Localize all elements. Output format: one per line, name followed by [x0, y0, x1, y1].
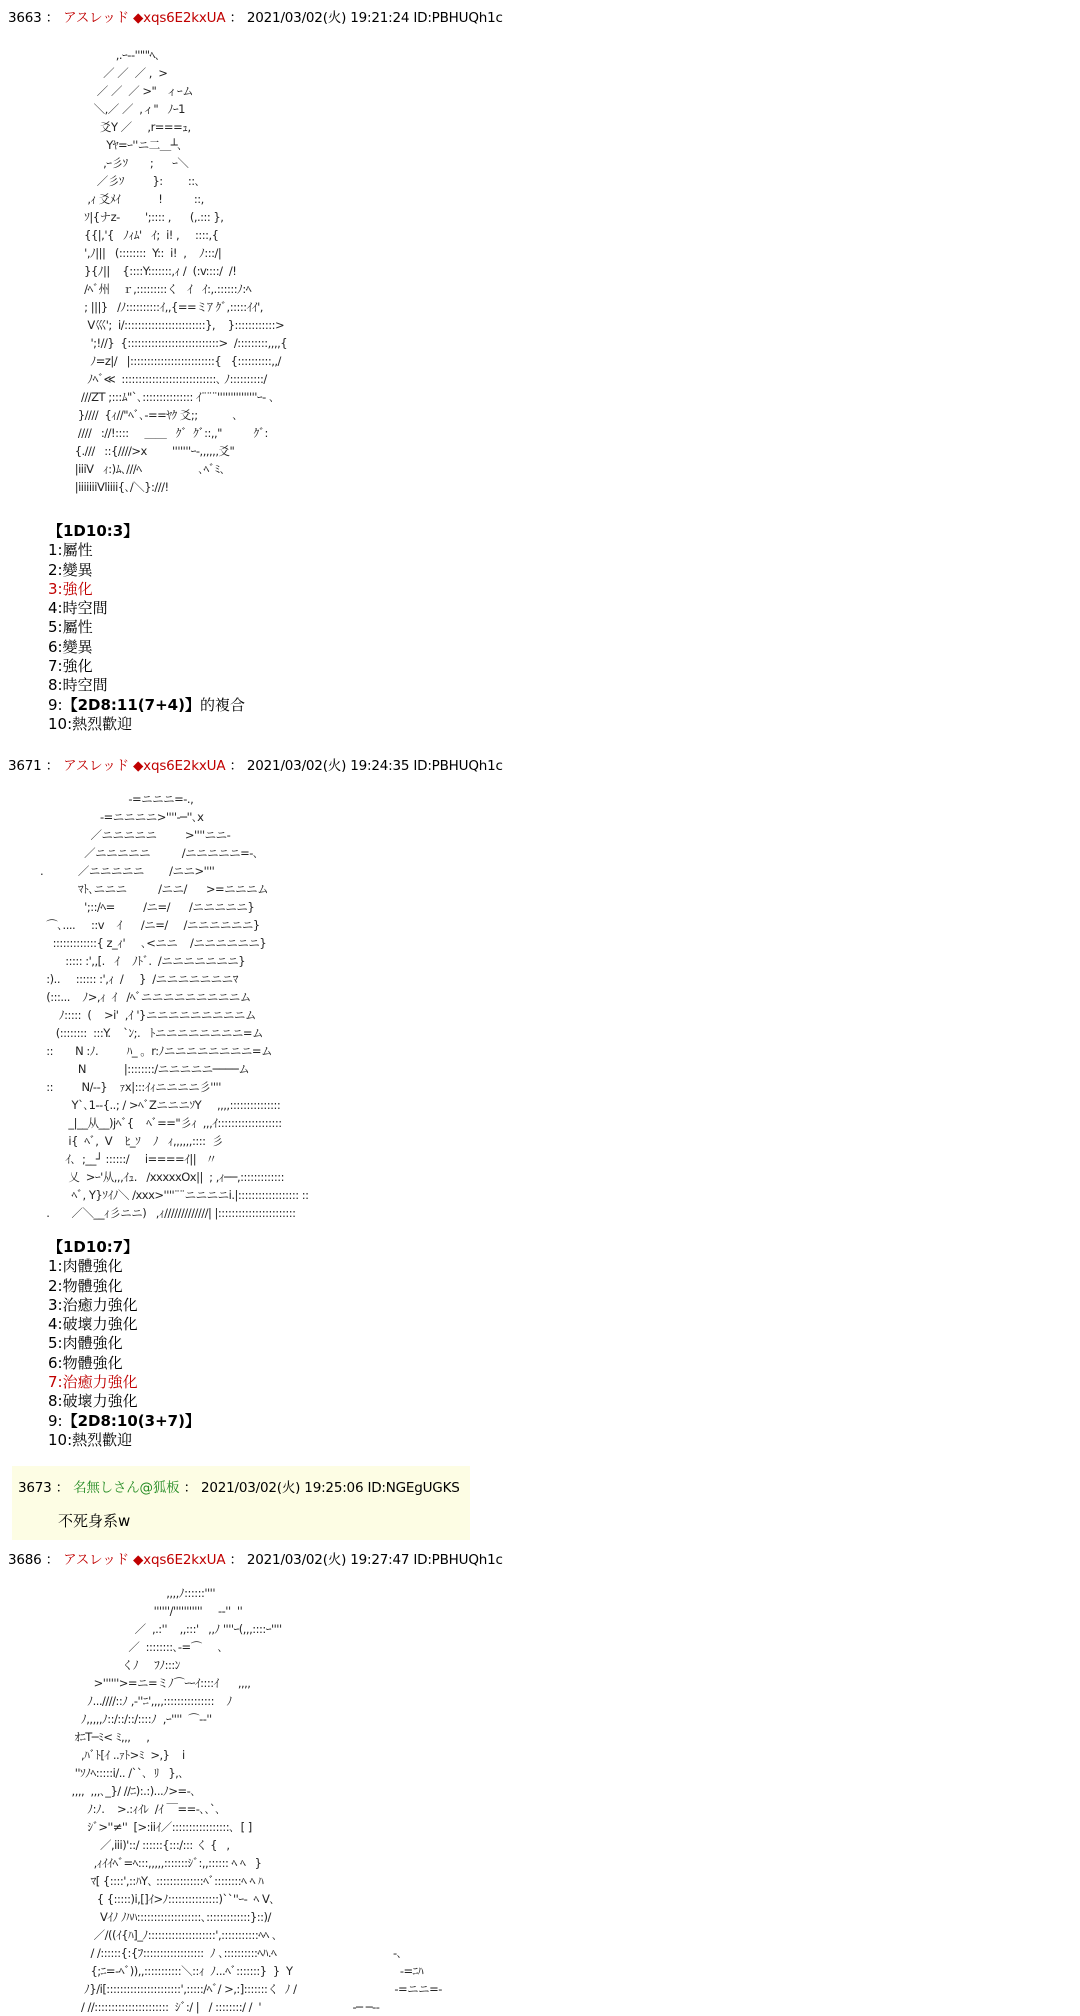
- post-date: 2021/03/02(火) 19:24:35: [246, 758, 410, 774]
- poster-id[interactable]: ID:PBHUQh1c: [413, 10, 503, 26]
- reply-body: 不死身系w: [58, 1512, 131, 1530]
- poster-id[interactable]: ID:NGEgUGKS: [367, 1480, 460, 1496]
- option-item: 8:破壞力強化: [48, 1392, 138, 1411]
- post-header: [18, 1476, 460, 1496]
- option-item: 3:治癒力強化: [48, 1295, 138, 1314]
- post-date: 2021/03/02(火) 19:21:24: [246, 10, 410, 26]
- poster-id[interactable]: ID:PBHUQh1c: [413, 1552, 503, 1568]
- post-date: 2021/03/02(火) 19:25:06: [200, 1480, 364, 1496]
- option-item: 9:【2D8:10(3+7)】: [48, 1411, 200, 1430]
- poster-name: アスレッド: [63, 1552, 129, 1568]
- option-item: 8:時空間: [48, 676, 108, 695]
- option-item: 5:肉體強化: [48, 1334, 123, 1353]
- reply-post: [12, 1466, 470, 1540]
- poster-name: アスレッド: [63, 10, 129, 26]
- option-item-selected: 3:強化: [48, 579, 93, 598]
- separator: ：: [45, 758, 59, 774]
- ascii-art: -=ニニニ=-., -=ニニニニ>''''‐─''､x ／ニニニニニ >''''ニニ- ／ニニニニニ /ニニニニニ=-､ . ／ニニニニニ /ニニ>'''' ﾏﾄ､ニニニ /ニニ/ >=ニニニム ';::/ﾍ= /ニ=/ /ニニニニニ} ⌒､.... ::v ｲ /ニ=/ /ニニニニニニ} :::::::::::::{ z_ｨ' ､<ニニ /ニニニニニニ} ::::: :',,[. ｲ ﾉﾄﾞ. /ニニニニニニニ} :).. :::::: :',ｨ / } /ニニニニニニニﾏ (:::... ﾉ>,ｨ ｲ /ﾍﾞニニニニニニニニニム ﾉ::::: ( >i' ,ｲ '}ニニニニニニニニニム (:::::::: :::Y. `ﾝ;. ﾄニニニニニニニニ=ム :: N :ﾉ. ﾊ_ 。r:ﾉニニニニニニニニ=ム N |::::::::/ニニニニニ────ム :: N/--} ｧx|:::ｲｨニニニニ彡'''' Y`､1--{..; / >ﾍﾞZニニニｿY ,,,,::::::::::::::: _|__从__)jﾍﾞ{ ﾍﾞ=="彡ｨ ,,,ｲ::::::::::::::::::: i{ ﾍﾞ, V ﾋ_ｿ ﾉ ｨ,,,,,,:::: 彡 ｲ､ ;__┘ ::::::/ i====ｲ|| 〃 乂 >ｰ'从,,,ｲｭ. /xxxxxOx|| ; ,ｨ──,::::::::::::: ﾍﾞ, Y}ｿｲﾉ＼ /xxx>''''¨¨ニニニニi.|:::::::::::::::::: :: . ／＼__ｨ彡ニニ) ,ｨ/////////////| |:::::::::::::::::::::::: [40, 792, 309, 1220]
- option-item: 4:破壞力強化: [48, 1315, 138, 1334]
- option-item: 2:物體強化: [48, 1276, 123, 1295]
- dice-roll: 【1D10:7】: [48, 1238, 139, 1256]
- option-item: 9:【2D8:11(7+4)】的複合: [48, 695, 245, 714]
- separator: ：: [229, 10, 243, 26]
- separator: ：: [229, 1552, 243, 1568]
- option-item: 2:變異: [48, 560, 93, 579]
- option-item: 1:屬性: [48, 541, 93, 560]
- option-item-selected: 7:治癒力強化: [48, 1373, 138, 1392]
- ascii-art: ,,,,ﾉ::::::'''' ''''''/''''''''''' -‐'' '' ／ ,.:'' ,,:::' ,,ﾉ ''''ｰ(,,,::::ｰ'''' ／ ::::::::､-=⌒ ､ くﾉ ﾌﾉ:::ﾝ >''''''>=ニ=ミﾉ⌒ｰｰｲ::::ｲ ,,,, ﾉ...////::ﾉ ,-''ﾆ',,,,::::::::::::::: ﾉ ﾉ,,,,,ﾉ::/::/::/::::ﾉ ,ｰ'''' ⌒‐‐'' ｵﾆT─ﾐ< ﾐ,,, , ,ﾊﾞﾄ[ｲ ..ｧﾄ>ﾐ >,} i ''ｿﾉﾍ:::::i/.. /``､ ﾘ },､ ,,,, ,,,､_}/ //ﾆ):.:)...ﾉ>=-､ ﾉ:ﾉ. >.:ｨｲﾚ /ｲ ￣==-､､`､ ｼﾞ>''≠'' [>:iiｲ／:::::::::::::::::､ [ ] ／,iii)'::/ ::::::{:::/::: く { , ,ｨｲｲﾍﾞ=ﾍ:::,,,,,:::::::ｼﾞ:,,:::::: ﾍ ﾍ } ﾏ[ {::::',::ﾊY､ ::::::::::::::ﾍﾞ::::::::ﾍ ﾍ ﾊ { {:::::)i,[]ｲ>ﾉ:::::::::::::::)``''ｰ- ﾍ V､ Vｲﾉ ﾉﾊﾊ:::::::::::::::::::､:::::::::::::}::)/ ／/((ｲ{ﾊ]_ﾉ::::::::::::::::::::',:::::::::::ﾍﾍ ､ / /::::::{:{ﾌ:::::::::::::::::: ﾉ ､::::::::::ﾍﾊ.ﾍ -､ {;ﾆ=-ﾍﾞ)),,:::::::::::＼::ｨ ﾉ...ﾍﾞ:::::::} } Y -=ﾆﾊ ﾉ}/i[::::::::::::::::::::::',:::::/ﾍﾞ/ >,:]:::::::く ﾉ / -=ニニ=- / //:::::::::::::::::::::: ｼﾞ:/ | / ::::::::/ / ' -─ ─-‐: [71, 1586, 442, 2014]
- post-header: [8, 6, 503, 26]
- separator: ：: [229, 758, 243, 774]
- poster-id[interactable]: ID:PBHUQh1c: [413, 758, 503, 774]
- separator: ：: [45, 10, 59, 26]
- poster-trip: ◆xqs6E2kxUA: [132, 1552, 226, 1568]
- option-item: 4:時空間: [48, 599, 108, 618]
- sub-dice-roll: 【2D8:11(7+4)】: [62, 695, 200, 714]
- ascii-art: ,.ｰ-‐''""ﾍ､ ／ ／ ／ , > ／ ／ ／ >" ィｰム ＼,／ ／ ,ィ" ﾉｰ1 爻Y ／ ,r===ｭ, Yﾔ=ｰ''ニ二＿┴､ ,ｰ彡ｿ ; ｰ＼ ／彡ｿ }: ::､ ,ｨ 爻ﾒｲ ! ::, ｿ|{ナz- ';:::: , (,.::: }, {{|,'{ ﾉｨﾑ' ｲ; i! , ::::,{ ',ﾉ||| (:::::::: Y:: i! , ﾉ:::/| }{ﾉ|| {::::Y:::::::,ｨ / (:v::::/ /! /ﾍﾞ州 ｒ,:::::::::く ｲ ｲ:,.::::::ﾉ:ﾍ ; |||} /ﾉ::::::::::ｲ,,{==ミｱ ｸﾞ,:::::ｲｲ', V巛'; i/::::::::::::::::::::::::}, }::::::::::::> ';!//} {:::::::::::::::::::::::::::> /:::::::::,,,,{ ﾉ=z|/ |:::::::::::::::::::::::::{ {::::::::::,,/ ﾉﾍﾞ≪ ::::::::::::::::::::::::::::､ ﾉ::::::::::/ ///ZT ;:::ﾑ"`､::::::::::::::: ｲ¨¨¨'''''''''''''''ｰ- ､ }//// {ｨ//"ﾍﾞ､-==ﾔｸ 爻;; ､ //// ://!:::: ＿＿ ｸﾞ ｸﾞ::,," ｸﾞ: {./// ::{////>x '''''''ｰ-,,,,,,爻" |iiiV ｨ:)ﾑ､///ﾍ ､ﾍﾞﾐ､ |iiiiiiiVliiii{､/＼}:///!: [74, 48, 288, 494]
- poster-trip: ◆xqs6E2kxUA: [132, 758, 226, 774]
- option-item: 10:熱烈歡迎: [48, 1430, 133, 1449]
- post-header: [8, 754, 503, 774]
- dice-option-list: [48, 1238, 200, 1450]
- post-header: [8, 1548, 503, 1568]
- poster-name: アスレッド: [63, 758, 129, 774]
- separator: ：: [55, 1480, 69, 1496]
- option-item: 10:熱烈歡迎: [48, 714, 133, 733]
- separator: ：: [45, 1552, 59, 1568]
- option-item: 6:變異: [48, 637, 93, 656]
- sub-dice-roll: 【2D8:10(3+7)】: [62, 1411, 200, 1430]
- option-item: 7:強化: [48, 657, 93, 676]
- option-item: 6:物體強化: [48, 1353, 123, 1372]
- post-number[interactable]: 3673: [18, 1480, 52, 1496]
- dice-option-list: [48, 522, 245, 734]
- option-item: 5:屬性: [48, 618, 93, 637]
- poster-trip: ◆xqs6E2kxUA: [132, 10, 226, 26]
- dice-roll: 【1D10:3】: [48, 522, 139, 540]
- post-number[interactable]: 3686: [8, 1552, 42, 1568]
- post-number[interactable]: 3671: [8, 758, 42, 774]
- post-date: 2021/03/02(火) 19:27:47: [246, 1552, 410, 1568]
- poster-name: 名無しさん@狐板: [73, 1480, 180, 1496]
- separator: ：: [183, 1480, 197, 1496]
- option-item: 1:肉體強化: [48, 1257, 123, 1276]
- post-number[interactable]: 3663: [8, 10, 42, 26]
